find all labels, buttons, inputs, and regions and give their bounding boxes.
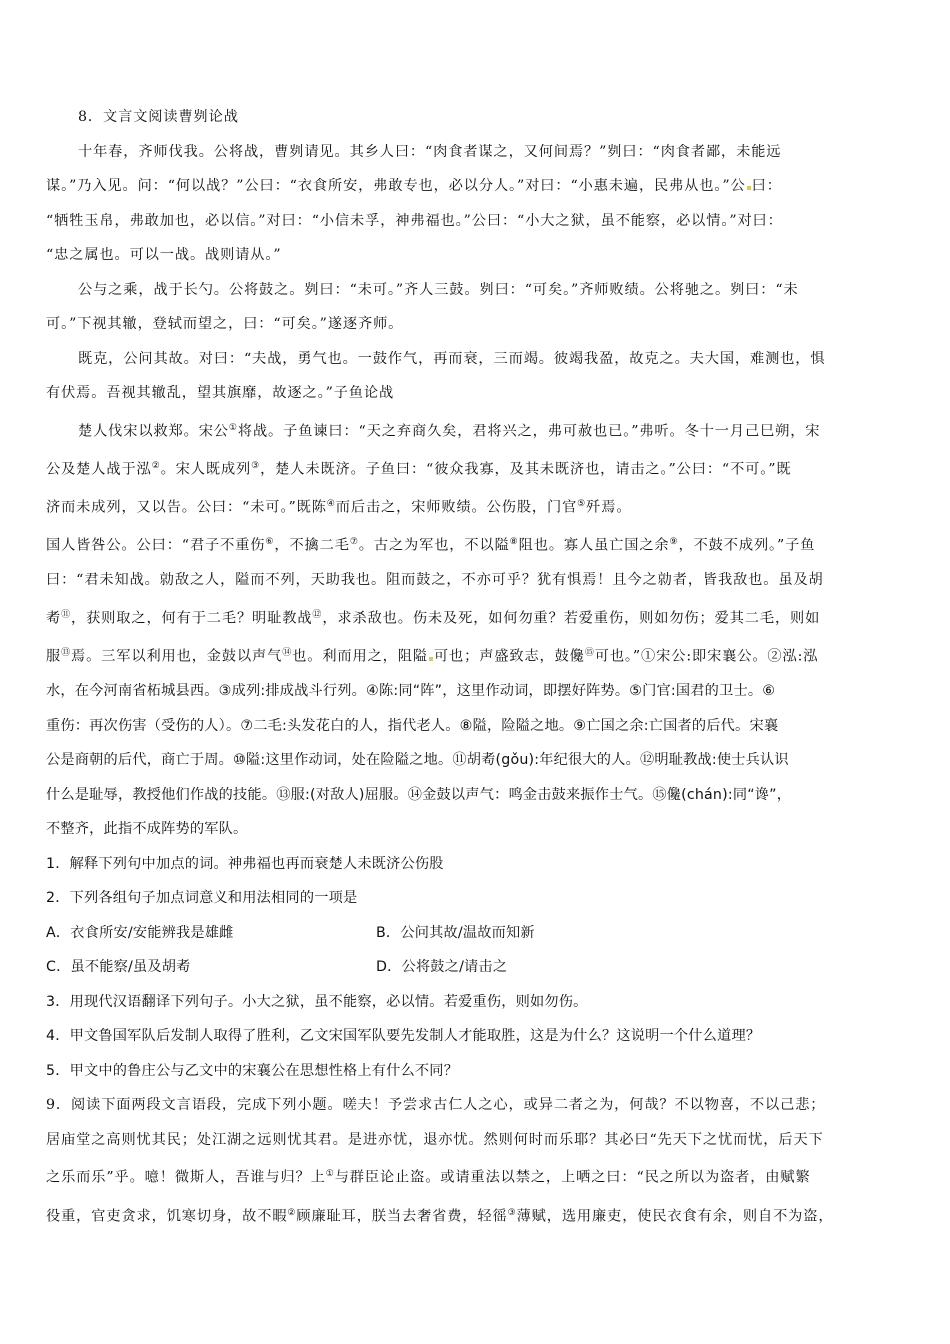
passage-a-line: 公与之乘，战于长勺。公将鼓之。刿曰：“未可。”齐人三鼓。刿曰：“可矣。”齐师败绩。公将驰之。刿曰：“未 [78,281,799,298]
passage-b-line: 曰：“君未知战。勍敌之人，隘而不列，天助我也。阻而鼓之，不亦可乎？犹有惧焉！且今之勍者，皆我敌也。虽及胡 [46,572,824,589]
question-4: 4．甲文鲁国军队后发制人取得了胜利，乙文宋国军队要先发制人才能取胜，这是为什么？这说明一个什么道理？ [46,1028,761,1045]
question-8-title: 8．文言文阅读曹刿论战 [78,109,239,125]
footnote-marker: ① [325,1169,335,1180]
footnote-line: 不整齐，此指不成阵势的军队。 [46,821,248,838]
passage-a-line: 既克，公问其故。对曰：“夫战，勇气也。一鼓作气，再而衰，三而竭。彼竭我盈，故克之。夫大国，难测也，惧 [78,350,826,367]
footnote-marker: ⑥ [265,537,275,548]
passage-b-line: 楚人伐宋以救郑。宋公①将战。子鱼谏曰：“天之弃商久矣，君将兴之，弗可赦也已。”弗听。冬十一月己巳朔，宋 [78,422,821,440]
question-9-line: 9．阅读下面两段文言语段，完成下列小题。嗟夫！予尝求古仁人之心，或异二者之为，何哉？不以物喜，不以己悲； [46,1097,826,1114]
footnote-marker: ⑦ [349,537,359,548]
option-d: D．公将鼓之/请击之 [376,959,508,976]
question-3: 3．用现代汉语翻译下列句子。小大之狱，虽不能察，必以情。若爱重伤，则如勿伤。 [46,993,588,1010]
footnote-marker: ② [287,1207,297,1218]
highlight-mark [747,186,751,190]
footnote-marker: ② [151,460,161,471]
footnote-marker: ⑬ [61,648,71,659]
option-a: A．衣食所安/安能辨我是雄雌 [46,924,234,941]
question-2-options-row [46,916,914,951]
passage-a [46,135,914,411]
passage-b-line: 公及楚人战于泓②。宋人既成列③，楚人未既济。子鱼曰：“彼众我寡，及其未既济也，请击之。”公曰：“不可。”既 [46,460,792,478]
passage-a-line: 谋。”乃入见。问：“何以战？”公曰：“衣食所安，弗敢专也，必以分人。”对曰：“小惠未遍，民弗从也。”公 曰： [46,178,782,194]
footnotes [46,674,914,847]
footnote-line: 水，在今河南省柘城县西。③成列:排成战斗行列。④陈:同“阵”，这里作动词，即摆好阵势。⑤门官:国君的卫士。⑥ [46,683,776,700]
footnote-marker: ⑧ [509,537,519,548]
passage-b-line: 服⑬焉。三军以利用也，金鼓以声气⑭也。利而用之，阻隘 可也；声盛致志，鼓儳⑮可也。”①宋公:即宋襄公。②泓:泓 [46,648,819,665]
footnote-line: 什么是耻辱，教授他们作战的技能。⑬服:(对敌人)屈服。⑭金鼓以声气：鸣金击鼓来振作士气。⑮儳(chán):同“谗”， [46,786,792,803]
footnote-marker: ⑫ [312,609,323,620]
option-b: B．公问其故/温故而知新 [376,924,535,941]
passage-b-line: 济而未成列，又以告。公曰：“未可。”既陈④而后击之，宋师败绩。公伤股，门官⑤歼焉。 [46,498,632,516]
passage-b-line: 耇⑪，获则取之，何有于二毛？明耻教战⑫，求杀敌也。伤未及死，如何勿重？若爱重伤，则如勿伤；爱其二毛，则如 [46,609,821,627]
question-9-line: 居庙堂之高则忧其民；处江湖之远则忧其君。是进亦忧，退亦忧。然则何时而乐耶？其必曰“先天下之忧而忧，后天下 [46,1131,824,1148]
passage-a-line: 可。”下视其辙，登轼而望之，曰：“可矣。”遂逐齐师。 [46,316,404,332]
footnote-marker: ⑮ [584,648,595,659]
footnote-marker: ⑨ [669,537,679,548]
footnote-marker: ⑭ [282,648,293,659]
footnote-line: 公是商朝的后代，商亡于周。⑩隘:这里作动词，处在险隘之地。⑪胡耇(gǒu):年纪很大的人。⑫明耻教战:使士兵认识 [46,752,789,769]
passage-a-line: “牺牲玉帛，弗敢加也，必以信。”对曰：“小信未孚，神弗福也。”公曰：“小大之狱，虽不能察，必以情。”对曰： [46,212,783,229]
question-1: 1．解释下列句中加点的词。神弗福也再而衰楚人未既济公伤股 [46,855,444,872]
question-9-line: 役重，官吏贪求，饥寒切身，故不暇②顾廉耻耳，朕当去奢省费，轻徭③薄赋，选用廉吏，使民衣食有余，则自不为盗， [46,1207,834,1225]
footnote-marker: ③ [251,460,261,471]
question-9 [46,1088,914,1233]
footnote-marker: ④ [326,498,336,509]
footnote-marker: ⑤ [577,498,587,509]
document-page [46,100,914,1234]
question-5: 5．甲文中的鲁庄公与乙文中的宋襄公在思想性格上有什么不同？ [46,1062,459,1079]
highlight-mark [429,657,433,661]
passage-b-line: 国人皆咎公。公曰：“君子不重伤⑥，不擒二毛⑦。古之为军也，不以隘⑧阻也。寡人虽亡国之余⑨，不鼓不成列。”子鱼 [46,537,816,554]
option-c: C．虽不能察/虽及胡耇 [46,959,191,976]
passage-b [46,411,914,675]
footnote-marker: ① [228,422,238,433]
footnote-marker: ⑪ [61,609,71,620]
footnote-line: 重伤：再次伤害（受伤的人）。⑦二毛:头发花白的人，指代老人。⑧隘，险隘之地。⑨亡国之余:亡国者的后代。宋襄 [46,717,779,734]
question-2: 2．下列各组句子加点词意义和用法相同的一项是 [46,890,358,907]
questions [46,847,914,1089]
passage-a-line: 有伏焉。吾视其辙乱，望其旗靡，故逐之。”子鱼论战 [46,385,395,401]
question-9-line: 之乐而乐”乎。噫！微斯人，吾谁与归？上①与群臣论止盗。或请重法以禁之，上哂之曰：“民之所以为盗者，由赋繁 [46,1169,811,1187]
footnote-marker: ③ [507,1207,517,1218]
passage-a-line: 十年春，齐师伐我。公将战，曹刿请见。其乡人曰：“肉食者谋之，又何间焉？”刿曰：“肉食者鄙，未能远 [78,143,782,160]
question-2-options-row [46,950,914,985]
passage-a-line: “忠之属也。可以一战。战则请从。” [46,247,282,263]
